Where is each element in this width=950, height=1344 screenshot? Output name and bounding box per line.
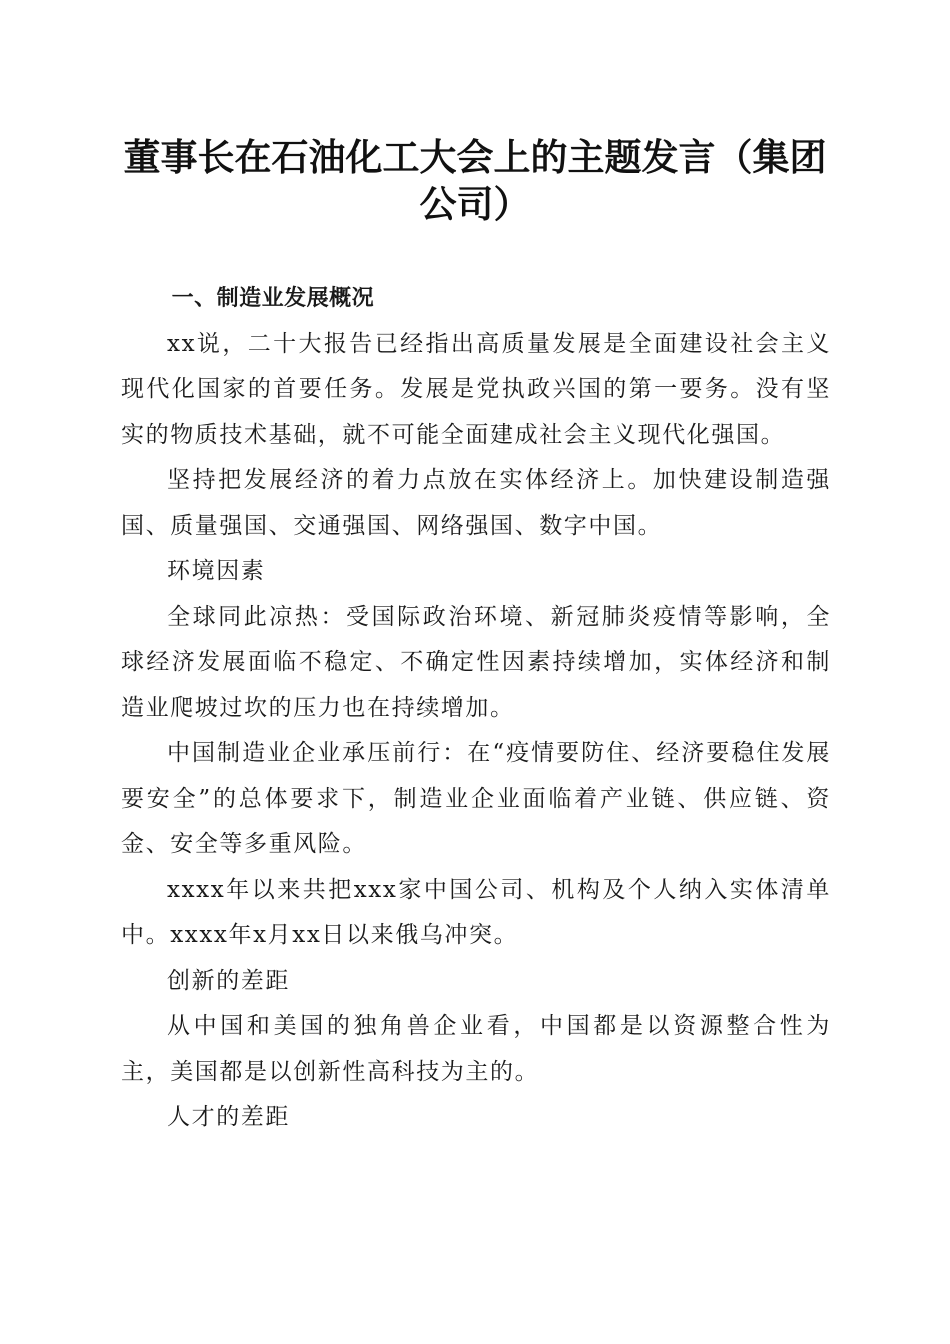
subheading-talent-gap: 人才的差距 (167, 1104, 290, 1130)
paragraph-6: xxxx年以来共把xxx家中国公司、机构及个人纳入实体清单中。xxxx年x月xx日以来俄乌冲突。 (121, 876, 831, 948)
section-heading: 一、制造业发展概况 (171, 286, 375, 311)
document-title: 董事长在石油化工大会上的主题发言（集团公司） (123, 135, 827, 226)
paragraph-8: 从中国和美国的独角兽企业看，中国都是以资源整合性为主，美国都是以创新性高科技为主的。 (121, 1013, 831, 1085)
paragraph-1: xx说，二十大报告已经指出高质量发展是全面建设社会主义现代化国家的首要任务。发展是党执政兴国的第一要务。没有坚实的物质技术基础，就不可能全面建成社会主义现代化强国。 (121, 330, 831, 448)
document-body (121, 276, 831, 1141)
subheading-innovation-gap: 创新的差距 (167, 967, 290, 994)
subheading-environment: 环境因素 (167, 558, 266, 584)
paragraph-2: 坚持把发展经济的着力点放在实体经济上。加快建设制造强国、质量强国、交通强国、网络强国、数字中国。 (121, 467, 831, 539)
paragraph-5: 中国制造业企业承压前行：在“疫情要防住、经济要稳住发展要安全”的总体要求下，制造业企业面临着产业链、供应链、资金、安全等多重风险。 (121, 740, 831, 857)
paragraph-4: 全球同此凉热：受国际政治环境、新冠肺炎疫情等影响，全球经济发展面临不稳定、不确定性因素持续增加，实体经济和制造业爬坡过坎的压力也在持续增加。 (121, 603, 831, 721)
